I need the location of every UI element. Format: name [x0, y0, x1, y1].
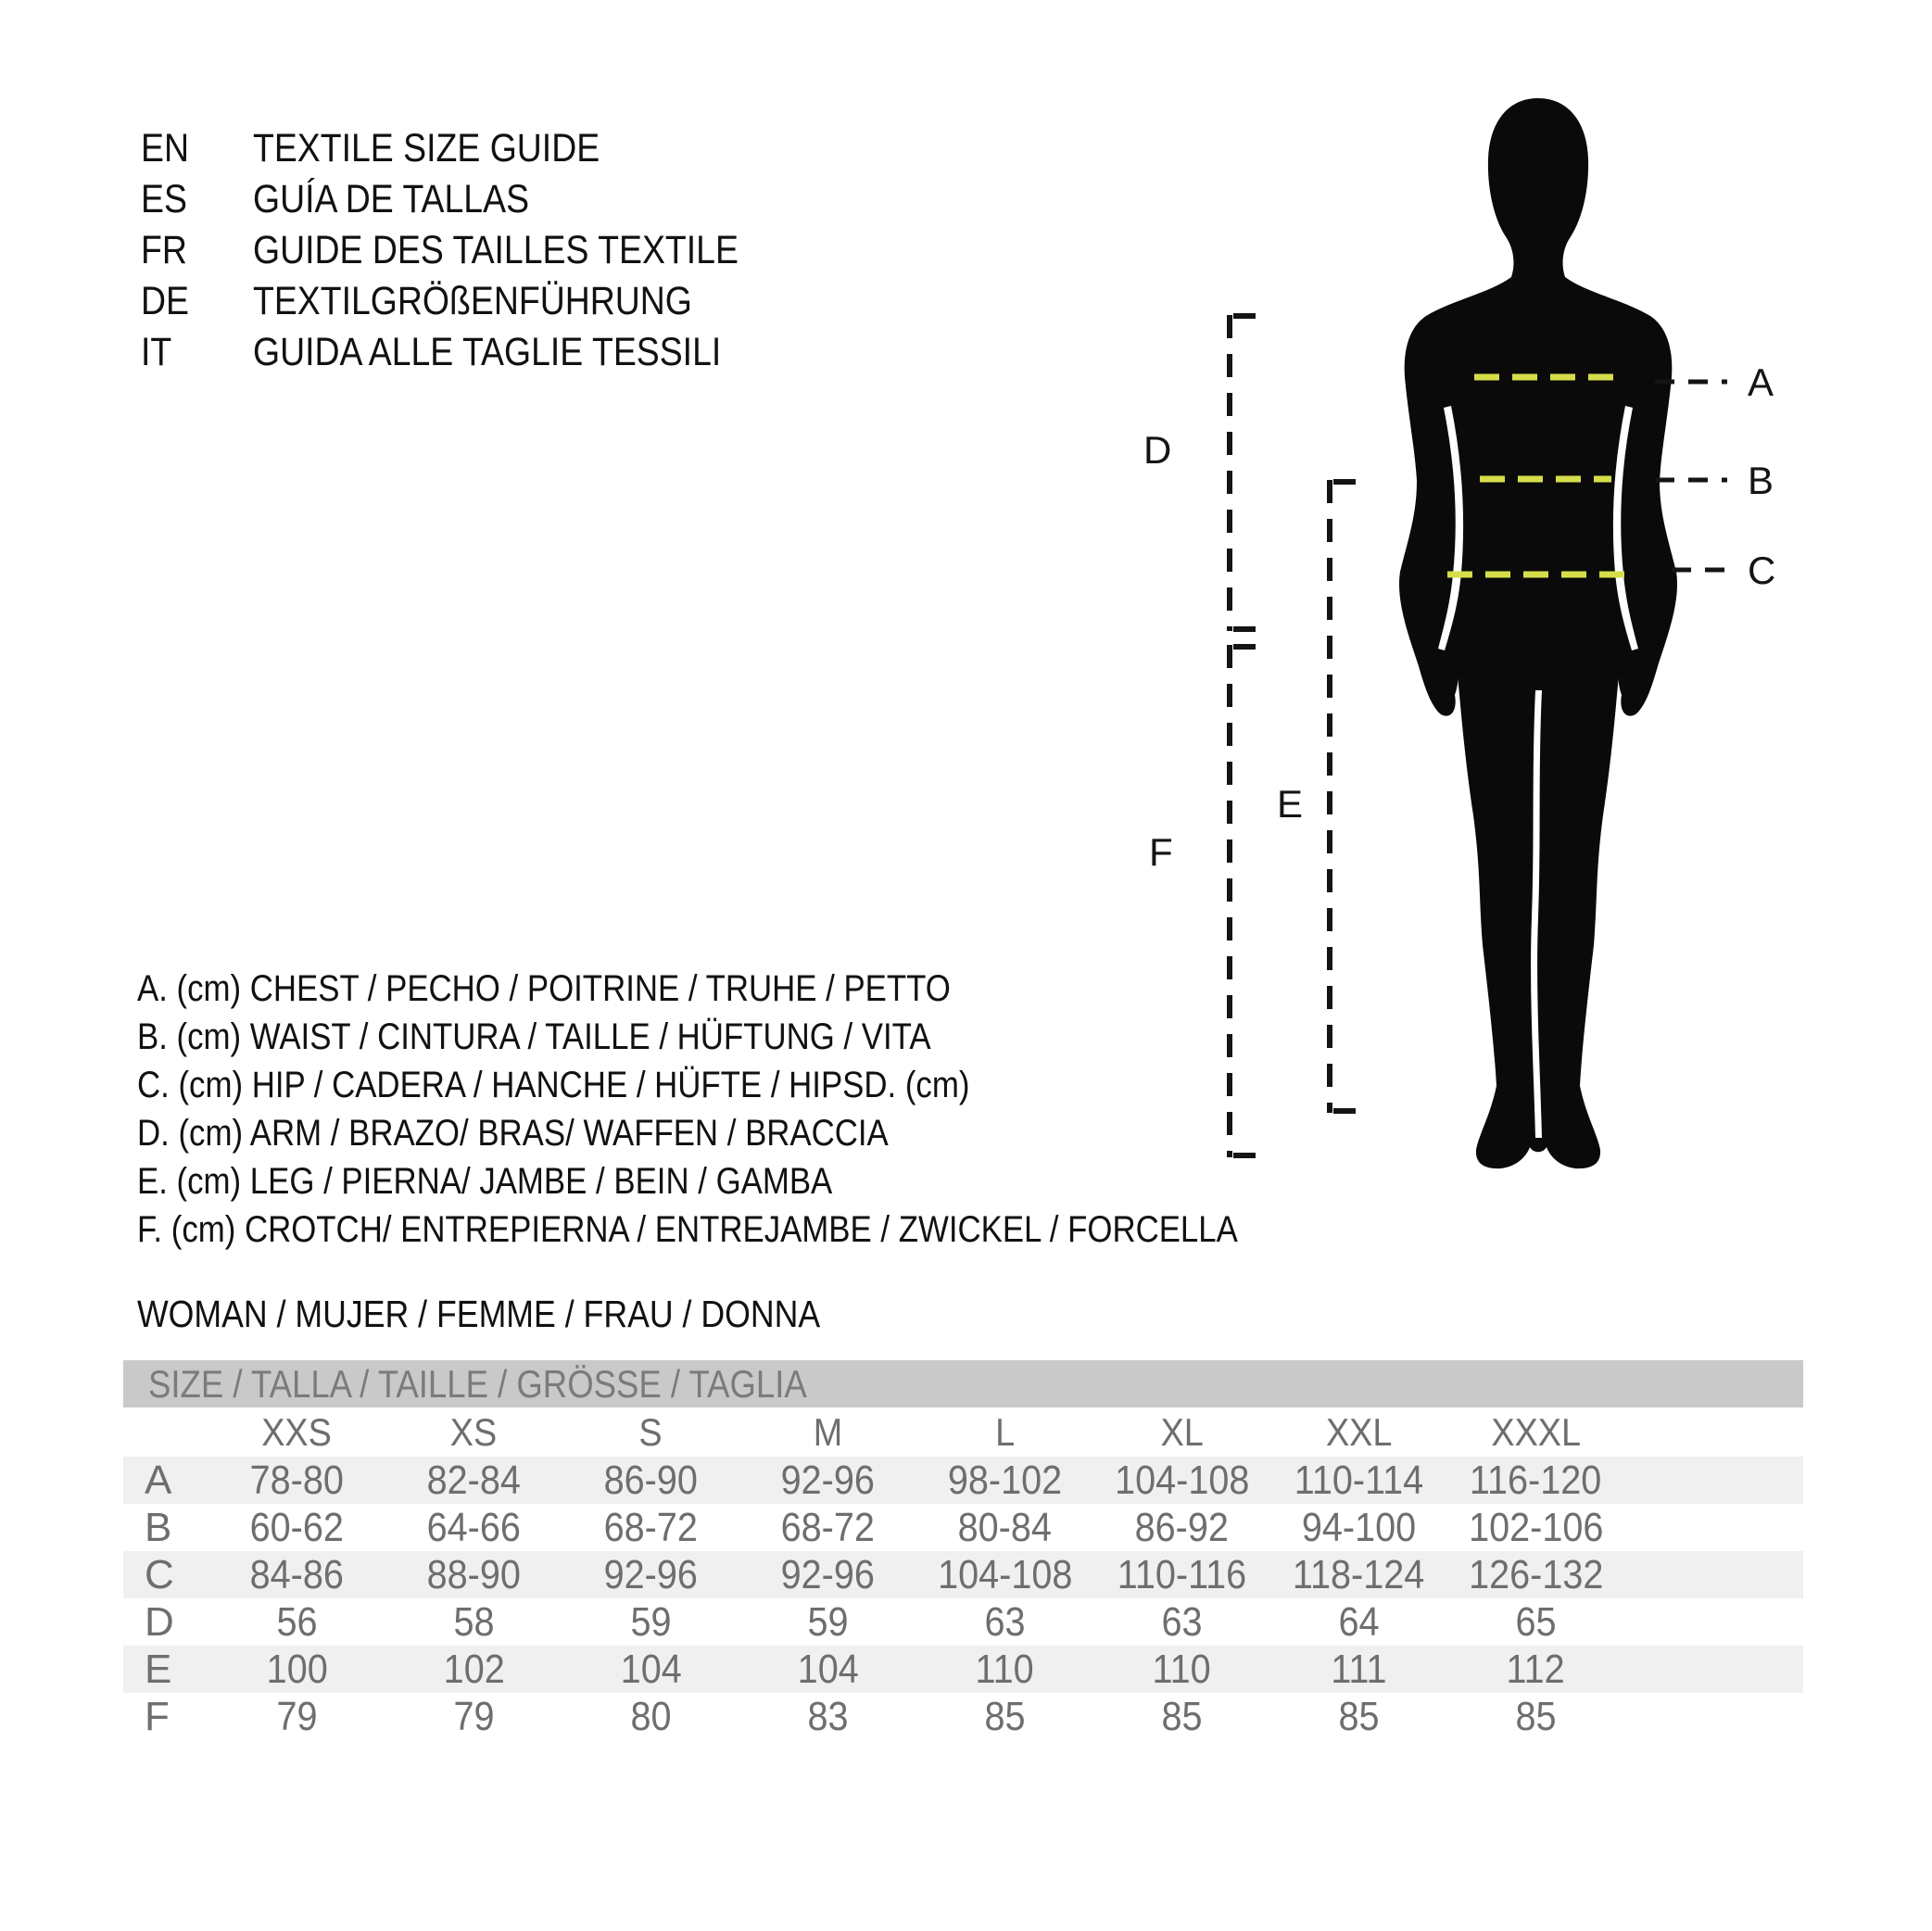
table-body: [123, 1457, 1803, 1740]
table-cell: [916, 1505, 1093, 1551]
size-column-header-m: [739, 1410, 916, 1455]
table-cell-value: 82-84: [426, 1457, 522, 1503]
table-cell-value: 78-80: [249, 1457, 345, 1503]
table-cell: [1447, 1552, 1624, 1598]
table-row-c: [123, 1551, 1803, 1598]
size-column-header-text: XXXL: [1491, 1409, 1581, 1454]
table-cell-value: 116-120: [1470, 1457, 1602, 1503]
size-column-header-text: XL: [1160, 1409, 1204, 1454]
size-column-header-text: XXS: [261, 1409, 333, 1454]
language-title-text: GUÍA DE TALLAS: [253, 177, 530, 221]
table-row-f: [123, 1693, 1803, 1740]
right-arm-gap: [1613, 406, 1638, 650]
table-cell-value: 118-124: [1293, 1551, 1425, 1597]
table-cell-value: 111: [1331, 1646, 1387, 1692]
size-column-header-text: M: [813, 1409, 843, 1454]
table-cell: [1270, 1694, 1447, 1740]
definition-line-d: [137, 1109, 1402, 1157]
language-row-de: [141, 276, 811, 327]
table-cell: [1093, 1694, 1270, 1740]
size-table: [123, 1360, 1803, 1740]
table-cell-value: 85: [1338, 1693, 1380, 1739]
table-cell: [562, 1458, 739, 1504]
leg-gap: [1531, 690, 1542, 1138]
language-title: [253, 228, 811, 273]
table-cell: [1270, 1599, 1447, 1646]
language-code-text: EN: [141, 126, 189, 170]
language-code: [141, 126, 253, 171]
table-cell: [208, 1599, 385, 1646]
table-cell: [916, 1599, 1093, 1646]
table-cell: [208, 1505, 385, 1551]
row-label: E: [145, 1646, 172, 1692]
table-cell: [1270, 1647, 1447, 1693]
language-code-text: ES: [141, 177, 187, 221]
table-cell-value: 110: [975, 1646, 1035, 1692]
table-cell: [739, 1552, 916, 1598]
table-cell-value: 110-114: [1294, 1457, 1424, 1503]
table-cell: [1270, 1552, 1447, 1598]
table-cell-value: 59: [630, 1598, 672, 1645]
size-column-header-l: [916, 1410, 1093, 1455]
definition-line-e: [137, 1157, 1402, 1205]
language-code: [141, 177, 253, 222]
row-label: D: [145, 1598, 174, 1645]
table-cell-value: 98-102: [947, 1457, 1063, 1503]
table-cell: [739, 1458, 916, 1504]
table-cell: [916, 1458, 1093, 1504]
table-cell: [1093, 1505, 1270, 1551]
language-code-text: DE: [141, 279, 189, 323]
size-column-header-xl: [1093, 1410, 1270, 1455]
table-cell: [562, 1599, 739, 1646]
definition-line-f-text: F. (cm) CROTCH/ ENTREPIERNA / ENTREJAMBE / ZWICKEL / FORCELLA: [137, 1208, 1238, 1250]
language-title-text: TEXTILE SIZE GUIDE: [253, 126, 600, 170]
label-leg-e: E: [1277, 782, 1304, 826]
table-cell: [1447, 1647, 1624, 1693]
table-cell-value: 58: [453, 1598, 495, 1645]
table-row-d: [123, 1598, 1803, 1646]
table-cell-value: 110: [1152, 1646, 1212, 1692]
category-heading-text: WOMAN / MUJER / FEMME / FRAU / DONNA: [137, 1292, 821, 1335]
size-column-header-text: XS: [450, 1409, 498, 1454]
table-cell: [1447, 1505, 1624, 1551]
row-label: A: [145, 1457, 172, 1503]
table-cell: [1447, 1599, 1624, 1646]
definition-line-d-text: D. (cm) ARM / BRAZO/ BRAS/ WAFFEN / BRACCIA: [137, 1112, 889, 1154]
row-label: C: [145, 1551, 174, 1597]
table-row-a: [123, 1457, 1803, 1504]
definition-line-b-text: B. (cm) WAIST / CINTURA / TAILLE / HÜFTUNG / VITA: [137, 1016, 931, 1057]
table-row-e: [123, 1646, 1803, 1693]
table-cell-value: 86-90: [603, 1457, 699, 1503]
definition-line-a: [137, 965, 1402, 1013]
language-title: [253, 126, 651, 171]
table-cell: [385, 1458, 562, 1504]
table-cell-value: 92-96: [780, 1457, 876, 1503]
table-cell-value: 126-132: [1468, 1551, 1604, 1597]
label-waist-b: B: [1748, 459, 1774, 502]
table-cell-value: 102: [443, 1646, 505, 1692]
table-cell-value: 65: [1515, 1598, 1557, 1645]
language-title-text: TEXTILGRÖßENFÜHRUNG: [253, 279, 692, 323]
language-title: [253, 330, 791, 375]
table-cell: [385, 1694, 562, 1740]
size-column-header-xxs: [208, 1410, 385, 1455]
size-column-header-xs: [385, 1410, 562, 1455]
table-cell: [1447, 1694, 1624, 1740]
language-row-it: [141, 327, 811, 378]
table-cell-value: 94-100: [1301, 1504, 1417, 1550]
table-cell: [208, 1647, 385, 1693]
table-cell: [916, 1552, 1093, 1598]
table-cell-value: 92-96: [603, 1551, 699, 1597]
size-column-header-text: L: [994, 1409, 1016, 1454]
table-cell: [916, 1694, 1093, 1740]
table-cell-value: 80: [630, 1693, 672, 1739]
table-cell-value: 84-86: [249, 1551, 345, 1597]
language-title: [253, 279, 758, 324]
label-arm-d: D: [1143, 428, 1172, 472]
table-cell-value: 104-108: [1114, 1457, 1250, 1503]
row-label: F: [145, 1693, 170, 1739]
table-cell-value: 88-90: [426, 1551, 522, 1597]
table-cell: [562, 1552, 739, 1598]
table-cell: [208, 1552, 385, 1598]
definition-line-c: [137, 1061, 1402, 1109]
table-cell: [916, 1647, 1093, 1693]
language-row-es: [141, 174, 811, 225]
table-cell-value: 100: [266, 1646, 328, 1692]
table-cell: [208, 1458, 385, 1504]
size-column-header-text: XXL: [1325, 1409, 1393, 1454]
table-cell: [562, 1505, 739, 1551]
language-code-text: IT: [141, 330, 172, 374]
table-cell-value: 59: [807, 1598, 849, 1645]
table-cell: [562, 1694, 739, 1740]
label-chest-a: A: [1748, 360, 1774, 404]
category-heading: [137, 1294, 922, 1334]
table-cell: [739, 1599, 916, 1646]
language-row-fr: [141, 225, 811, 276]
size-column-header-xxxl: [1447, 1410, 1624, 1455]
table-cell-value: 110-116: [1117, 1551, 1247, 1597]
table-cell: [208, 1694, 385, 1740]
table-cell-value: 64: [1338, 1598, 1380, 1645]
table-cell: [385, 1552, 562, 1598]
language-title-text: GUIDE DES TAILLES TEXTILE: [253, 228, 739, 272]
table-cell: [739, 1647, 916, 1693]
table-cell: [385, 1505, 562, 1551]
label-hip-c: C: [1748, 549, 1776, 592]
table-cell: [1447, 1458, 1624, 1504]
definition-line-b: [137, 1013, 1402, 1061]
size-header-row: [123, 1407, 1803, 1457]
table-cell: [385, 1599, 562, 1646]
row-label: B: [145, 1504, 172, 1550]
table-header-band: [123, 1360, 1803, 1407]
table-cell-value: 60-62: [249, 1504, 345, 1550]
table-cell: [739, 1694, 916, 1740]
definition-line-e-text: E. (cm) LEG / PIERNA/ JAMBE / BEIN / GAMBA: [137, 1160, 833, 1202]
table-cell: [739, 1505, 916, 1551]
size-column-header-xxl: [1270, 1410, 1447, 1455]
table-cell-value: 79: [276, 1693, 318, 1739]
size-column-header-s: [562, 1410, 739, 1455]
definition-line-c-text: C. (cm) HIP / CADERA / HANCHE / HÜFTE / HIPSD. (cm): [137, 1064, 970, 1105]
table-cell: [562, 1647, 739, 1693]
table-cell-value: 102-106: [1468, 1504, 1604, 1550]
table-cell-value: 63: [1161, 1598, 1203, 1645]
table-cell: [385, 1647, 562, 1693]
woman-silhouette: [1399, 98, 1677, 1168]
table-header-label: SIZE / TALLA / TAILLE / GRÖSSE / TAGLIA: [148, 1361, 807, 1406]
table-cell: [1270, 1505, 1447, 1551]
table-row-b: [123, 1504, 1803, 1551]
table-cell-value: 104-108: [937, 1551, 1073, 1597]
table-cell-value: 63: [984, 1598, 1026, 1645]
table-cell-value: 79: [453, 1693, 495, 1739]
table-cell-value: 68-72: [780, 1504, 876, 1550]
table-cell: [1093, 1599, 1270, 1646]
table-cell: [1093, 1552, 1270, 1598]
table-cell-value: 104: [620, 1646, 682, 1692]
language-code-text: FR: [141, 228, 187, 272]
left-arm-gap: [1438, 406, 1463, 650]
table-cell-value: 68-72: [603, 1504, 699, 1550]
label-crotch-f: F: [1149, 830, 1173, 874]
language-code: [141, 228, 253, 273]
table-cell-value: 83: [807, 1693, 849, 1739]
language-title: [253, 177, 571, 222]
language-row-en: [141, 123, 811, 174]
definition-line-a-text: A. (cm) CHEST / PECHO / POITRINE / TRUHE / PETTO: [137, 967, 951, 1009]
table-cell-value: 104: [797, 1646, 859, 1692]
table-cell-value: 86-92: [1134, 1504, 1230, 1550]
table-cell: [1093, 1647, 1270, 1693]
table-cell-value: 85: [984, 1693, 1026, 1739]
table-cell-value: 85: [1161, 1693, 1203, 1739]
size-column-header-text: S: [638, 1409, 663, 1454]
table-cell-value: 80-84: [957, 1504, 1053, 1550]
language-code: [141, 279, 253, 324]
table-cell-value: 92-96: [780, 1551, 876, 1597]
measurement-definitions: [137, 965, 1402, 1254]
table-cell: [1093, 1458, 1270, 1504]
definition-line-f: [137, 1205, 1402, 1254]
table-cell-value: 85: [1515, 1693, 1557, 1739]
language-title-block: [141, 123, 811, 378]
table-cell-value: 112: [1506, 1646, 1566, 1692]
table-cell-value: 56: [276, 1598, 318, 1645]
table-cell: [1270, 1458, 1447, 1504]
language-code: [141, 330, 253, 375]
table-cell-value: 64-66: [426, 1504, 522, 1550]
language-title-text: GUIDA ALLE TAGLIE TESSILI: [253, 330, 722, 374]
